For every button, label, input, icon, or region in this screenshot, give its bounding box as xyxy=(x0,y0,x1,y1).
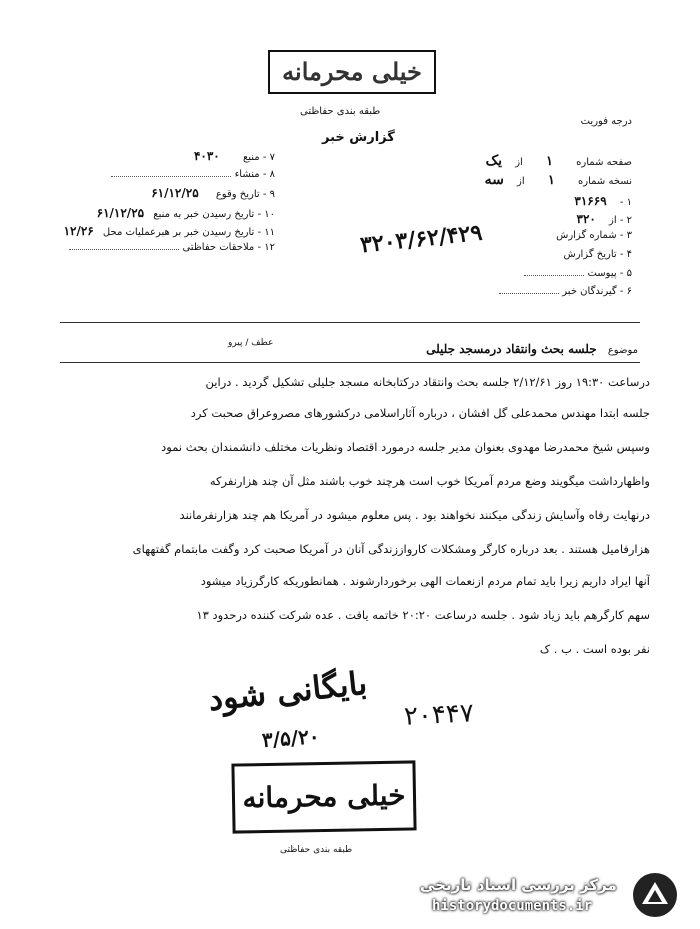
top-stamp-text: خیلی محرمانه xyxy=(282,57,422,86)
field-copy-of-label: از xyxy=(517,176,525,187)
subject-row xyxy=(426,342,638,356)
field-origin xyxy=(35,169,275,180)
field-report-date xyxy=(472,249,632,260)
reference-label: عطف / پیرو xyxy=(228,338,274,348)
field-attachment-label: ۵ - پیوست xyxy=(587,268,632,279)
field-security-notes-label: ۱۲ - ملاحقات حفاظتی xyxy=(182,242,275,253)
field-received-source-value: ۶۱/۱۲/۲۵ xyxy=(96,206,145,220)
field-page-number-value: ۱ xyxy=(546,154,553,169)
field-received-ops-label: ۱۱ - تاریخ رسیدن خبر بر هبرعملیات محل xyxy=(102,227,275,238)
field-2-value: ۳۲۰ xyxy=(576,212,596,226)
field-copy-number-value: ۱ xyxy=(547,173,555,188)
classification-label-top: طبقه بندی حفاظتی xyxy=(300,106,381,117)
separator-line-bottom xyxy=(60,362,640,363)
body-line-3: وسپس شیخ محمدرضا مهدوی بعنوان مدیر جلسه درمورد اقتصاد ونظریات مختلف دانشمندان بحث نمود xyxy=(161,440,650,454)
field-report-number xyxy=(472,230,632,241)
field-2 xyxy=(472,212,632,226)
field-1-value: ۳۱۶۶۹ xyxy=(574,194,607,208)
field-event-date-value: ۶۱/۱۲/۲۵ xyxy=(151,186,199,200)
field-page-number-label: صفحه شماره xyxy=(576,157,632,168)
field-copy-number-label: نسخه شماره xyxy=(578,176,632,187)
body-line-7: آنها ایراد داریم زیرا باید تمام مردم ازنعمات الهی برخوردارشوند . همانطوریکه کارگرزیاد میشود xyxy=(200,574,650,588)
archive-logo-icon xyxy=(630,870,680,920)
archive-date: ۳/۵/۲۰ xyxy=(261,724,321,752)
subject-text: جلسه بحث وانتقاد درمسجد جلیلی xyxy=(426,342,597,356)
classification-label-bottom: طبقه بندی حفاظتی xyxy=(280,845,353,855)
watermark-title: مرکز بررسی اسناد تاریخی xyxy=(420,876,617,894)
field-event-date xyxy=(35,186,275,200)
top-secrecy-stamp xyxy=(268,50,436,94)
body-line-2: جلسه ابتدا مهندس محمدعلی گل افشان ، درباره آثاراسلامی درکشورهای مصروعراق صحبت کرد xyxy=(190,406,650,420)
field-received-ops xyxy=(5,224,275,238)
field-report-date-label: ۴ - تاریخ گزارش xyxy=(563,249,632,260)
field-received-source xyxy=(15,206,275,220)
field-copy-number xyxy=(372,172,632,188)
bottom-secrecy-stamp xyxy=(231,760,416,833)
field-copy-of-value: سه xyxy=(484,172,504,188)
field-event-date-label: ۹ - تاریخ وقوع xyxy=(215,189,275,200)
field-2-label: ۲ - از xyxy=(609,215,632,226)
handwritten-reference-number: ۳۲۰۳/۶۲/۴۲۹ xyxy=(358,219,484,259)
field-1-label: ۱ - xyxy=(619,197,632,208)
field-page-number xyxy=(372,153,632,169)
body-line-1: درساعت ۱۹:۳۰ روز ۲/۱۲/۶۱ جلسه بحث وانتقاد درکتابخانه مسجد جلیلی تشکیل گردید . دراین xyxy=(205,375,650,389)
body-line-9: نفر بوده است . ب . ک xyxy=(539,642,650,656)
field-page-of-label: از xyxy=(515,157,523,168)
urgency-label: درجه فوریت xyxy=(580,116,632,127)
file-number: ۲۰۴۴۷ xyxy=(403,698,475,732)
field-source-value: ۴۰۳۰ xyxy=(193,149,220,163)
field-recipients xyxy=(472,286,632,297)
body-line-5: درنهایت رفاه وآسایش زندگی میکنند نخواهند بود . پس معلوم میشود در آمریکا هم چند هزارنفرمانند xyxy=(179,508,650,522)
body-line-6: هزارفامیل هستند . بعد درباره کارگر ومشکلات کارواززندگی آنان در آمریکا صحبت کرد وگفت مابتمام گفتههای xyxy=(132,542,650,556)
field-received-ops-value: ۱۲/۲۶ xyxy=(63,224,94,238)
field-1 xyxy=(472,194,632,208)
field-security-notes xyxy=(35,242,275,253)
body-line-4: واظهارداشت میگویند وضع مردم آمریکا خوب است هرچند خوب باشند مثل آن چند هزارنفرکه xyxy=(209,474,650,488)
report-title: گزارش خبر xyxy=(322,130,395,145)
field-page-of-value: یک xyxy=(485,153,503,169)
watermark-url: historydocuments.ir xyxy=(432,898,593,914)
field-attachment xyxy=(472,268,632,279)
body-line-8: سهم کارگرهم باید زیاد شود . جلسه درساعت ۲۰:۲۰ خاتمه یافت . عده شرکت کننده درحدود ۱۳ xyxy=(196,608,650,622)
archive-note: بایگانی شود xyxy=(206,663,369,719)
field-recipients-label: ۶ - گیرندگان خبر xyxy=(562,286,632,297)
field-received-source-label: ۱۰ - تاریخ رسیدن خبر به منبع xyxy=(153,209,275,220)
field-source xyxy=(35,149,275,163)
subject-label: موضوع xyxy=(607,345,638,356)
field-report-number-label: ۳ - شماره گزارش xyxy=(556,230,632,241)
bottom-stamp-text: خیلی محرمانه xyxy=(242,778,406,815)
separator-line-top xyxy=(60,322,640,323)
field-origin-label: ۸ - منشاء xyxy=(234,169,275,180)
field-source-label: ۷ - منبع xyxy=(242,152,275,163)
